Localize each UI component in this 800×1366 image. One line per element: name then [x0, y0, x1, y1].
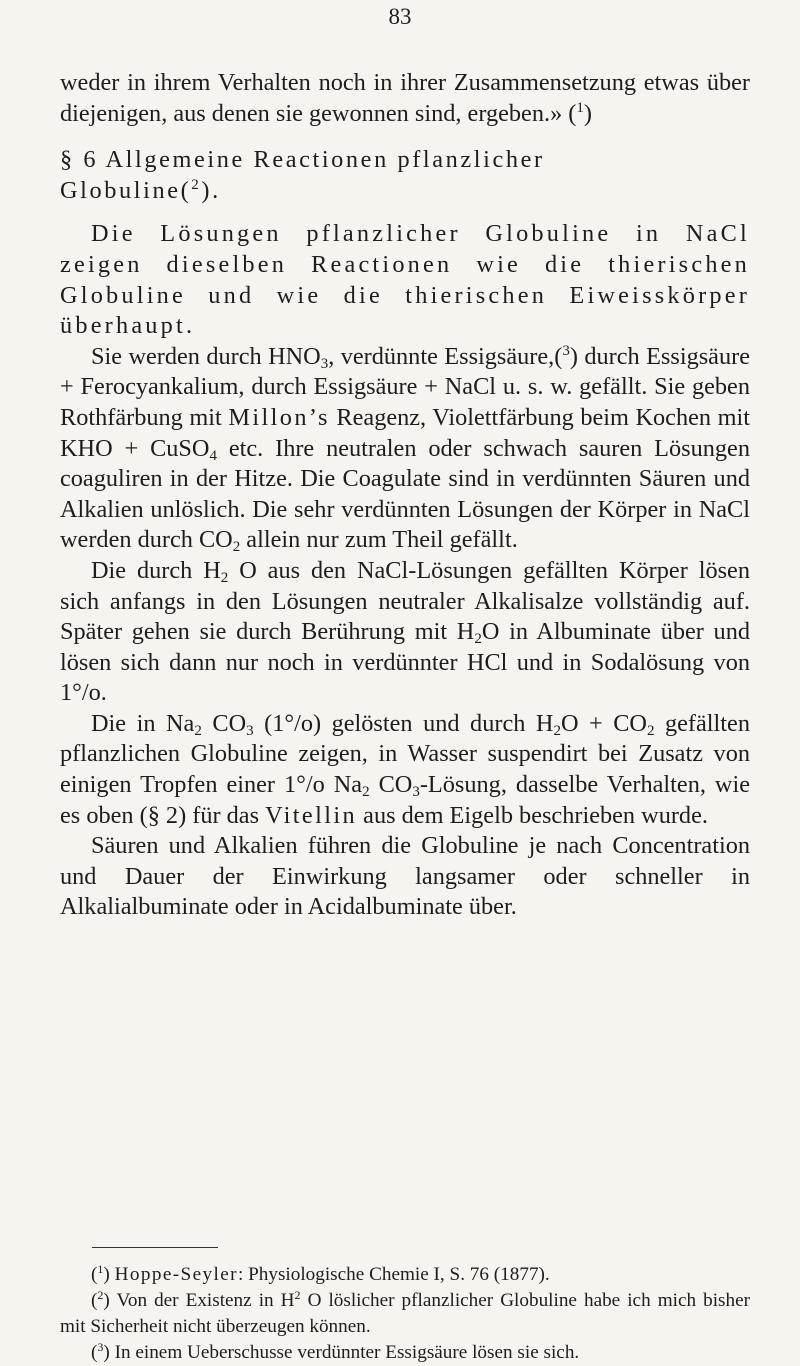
p4-text-c: (1°/o) gelösten und durch H — [253, 709, 554, 737]
p4-subscript: 3 — [246, 722, 254, 739]
p2-text-d: Reagenz, Violettfärbung beim Kochen mit KHO + CuSO — [60, 403, 750, 462]
footnote-marker-2: 2 — [97, 1288, 104, 1302]
p4-subscript: 2 — [553, 722, 561, 739]
footnote-marker-1: 1 — [97, 1262, 104, 1276]
paragraph-3 — [60, 556, 750, 709]
p4-subscript: 2 — [362, 784, 370, 801]
footnote-2-text-a: Von der Existenz in H — [116, 1290, 295, 1311]
p2-text-a: Sie werden durch HNO — [91, 342, 321, 370]
p4-vitellin: Vitellin — [265, 801, 358, 829]
p4-text-b: CO — [201, 709, 247, 737]
footnote-ref-3[interactable]: 3 — [562, 342, 570, 359]
continuation-paragraph — [60, 68, 750, 129]
heading-line-2: Globuline( — [60, 176, 192, 204]
p3-text-c: O in Albuminate über und lösen sich dann nur noch in verdünnter HCl und in Sodalösung von 1°/o. — [60, 618, 750, 707]
main-text — [60, 68, 750, 923]
footnote-3: ($^3$) In einem Ueberschusse verdünnter Essigsäure lösen sie sich. — [91, 1340, 580, 1363]
p2-subscript: 3 — [320, 355, 329, 372]
footnote-ref-2[interactable]: 2 — [191, 176, 202, 193]
page-number: 83 — [388, 4, 412, 29]
p4-subscript: 2 — [646, 722, 655, 739]
p3-text-b: O aus den NaCl-Lösungen gefällten Körper lösen sich anfangs in den Lösungen neutraler Alkalisalze vollständig auf. Später gehen sie durch Berührung mit H — [60, 556, 750, 646]
p2-text-c: ) durch Essigsäure + Ferocyankalium, durch Essigsäure + NaCl u. s. w. gefällt. Sie geben Rothfärbung mit — [60, 342, 750, 431]
section-heading — [60, 145, 750, 206]
p4-subscript: 2 — [194, 722, 202, 739]
p4-subscript: 3 — [412, 784, 420, 801]
footnote-ref-1[interactable]: 1 — [576, 99, 584, 116]
footnote-marker-3: 3 — [97, 1340, 104, 1354]
footnote-2-superscript: 2 — [294, 1288, 301, 1302]
p2-text-f: allein nur zum Theil gefällt. — [240, 526, 518, 554]
continuation-text: weder in ihrem Verhalten noch in ihrer Zusammensetzung etwas über diejenigen, aus denen sie gewonnen sind, ergeben.» ( — [60, 69, 750, 127]
p4-text-d: O + CO — [560, 709, 647, 737]
heading-line-1: § 6 Allgemeine Reactionen pflanzlicher — [60, 146, 545, 174]
paragraph-5: Säuren und Alkalien führen die Globuline je nach Concentration und Dauer der Einwirkung langsamer oder schneller in Alkalialbuminate oder in Acidalbuminate über. — [60, 832, 750, 921]
p2-author-millon: Millon’s — [228, 403, 330, 431]
paragraph-1: Die Lösungen pflanzlicher Globuline in NaCl zeigen dieselben Reactionen wie die thierischen Globuline und wie die thierischen Eiweisskörper überhaupt. — [60, 220, 750, 340]
paragraph-2 — [60, 342, 750, 556]
p2-subscript: 4 — [209, 447, 217, 464]
heading-close: ). — [201, 176, 221, 204]
footnote-2-text-b: O löslicher pflanzlicher Globuline habe ich mich bisher mit Sicherheit nicht überzeugen können. — [60, 1290, 750, 1337]
footnote-1: ($^1$) Hoppe-Seyler: Physiologische Chemie I, S. 76 (1877). — [91, 1262, 550, 1285]
p2-text-e: etc. Ihre neutralen oder schwach sauren Lösungen coaguliren in der Hitze. Die Coagulate sind in verdünnten Säuren und Alkalien unlöslich. Die sehr verdünnten Lösungen der Körper in NaCl werden durch CO — [60, 434, 750, 554]
p4-text-e: gefällten pflanzlichen Globuline zeigen, in Wasser suspendirt bei Zusatz von einigen Tropfen einer 1°/o Na — [60, 709, 750, 799]
p4-text-g: -Lösung, dasselbe Verhalten, wie es oben (§ 2) für das — [60, 771, 750, 829]
p3-subscript: 2 — [220, 569, 229, 586]
paragraph-4 — [60, 709, 750, 831]
p4-text-a: Die in Na — [91, 709, 195, 737]
p2-subscript: 2 — [232, 539, 241, 556]
footnote-divider — [92, 1247, 218, 1248]
footnote-3-text: In einem Ueberschusse verdünnter Essigsäure lösen sie sich. — [114, 1342, 580, 1363]
footnote-1-author: Hoppe-Seyler — [114, 1264, 238, 1285]
p3-text-a: Die durch H — [91, 556, 221, 584]
p4-text-h: aus dem Eigelb beschrieben wurde. — [357, 801, 708, 829]
p3-subscript: 2 — [474, 631, 482, 648]
continuation-close: ) — [583, 99, 592, 127]
p4-text-f: CO — [369, 771, 413, 799]
footnote-1-text: : Physiologische Chemie I, S. 76 (1877). — [237, 1264, 550, 1285]
footnote-2: ($^2$) Von der Existenz in $H^2$ O löslicher pflanzlicher Globuline habe ich mich bisher mit Sicherheit nicht überzeugen können. — [60, 1288, 750, 1337]
footnotes — [60, 1262, 750, 1366]
p2-text-b: , verdünnte Essigsäure,( — [328, 342, 563, 370]
